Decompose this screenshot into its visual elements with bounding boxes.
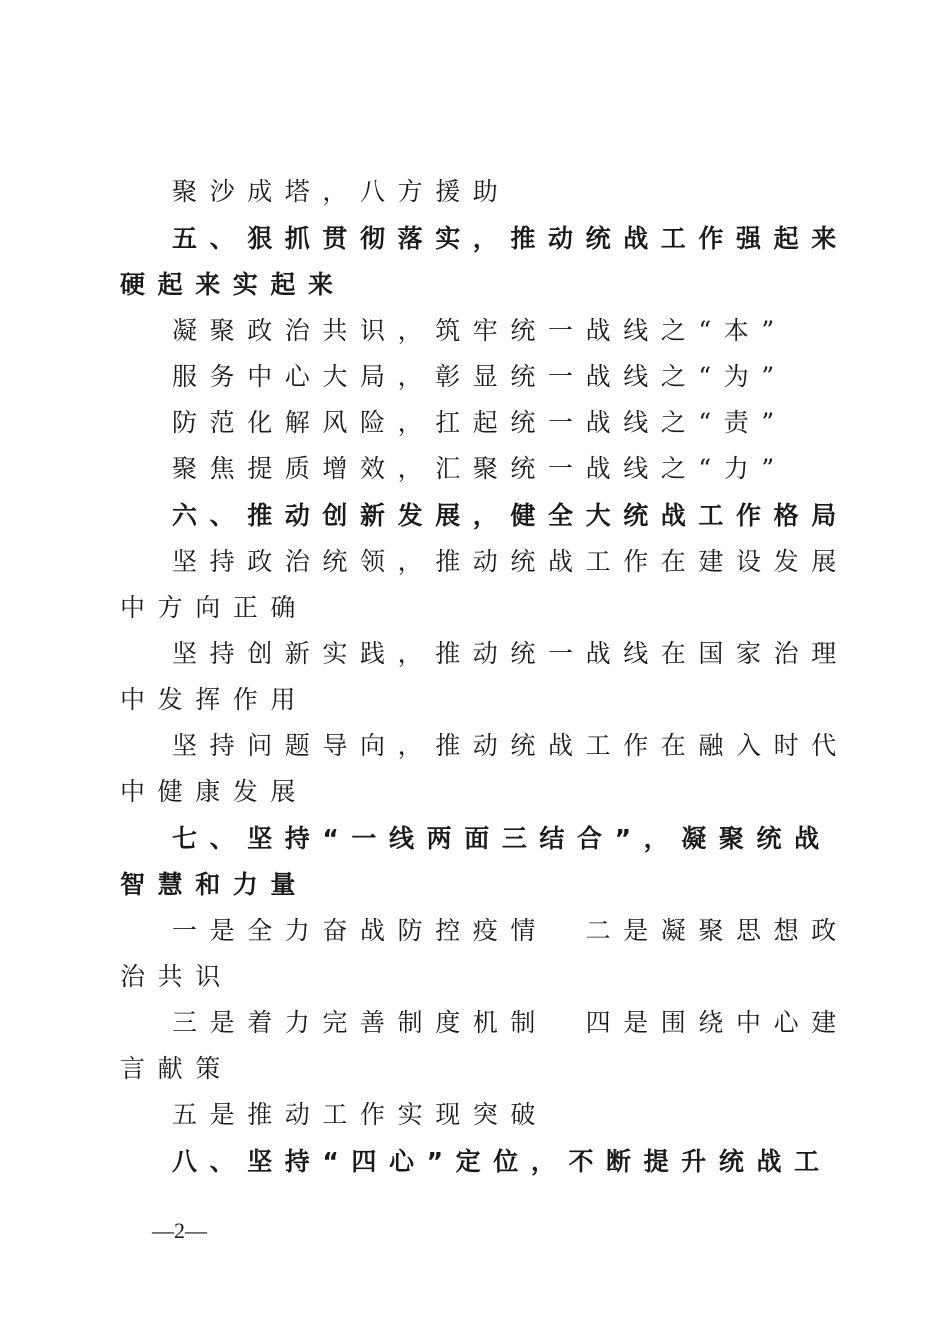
body-line: 坚持问题导向，推动统战工作在融入时代 [172,731,849,760]
body-line: 服务中心大局，彰显统一战线之“为” [172,362,787,391]
body-line: 五是推动工作实现突破 [172,1100,549,1129]
section-heading: 八、坚持“四心”定位，不断提升统战工 [172,1147,832,1176]
body-line: 防范化解风险，扛起统一战线之“责” [172,408,787,437]
body-line-continued: 治共识 [120,962,233,991]
body-line: 聚沙成塔，八方援助 [172,177,511,206]
body-line: 凝聚政治共识，筑牢统一战线之“本” [172,316,787,345]
body-line: 坚持政治统领，推动统战工作在建设发展 [172,547,849,576]
section-heading-continued: 硬起来实起来 [120,270,346,299]
body-line: 一是全力奋战防控疫情 二是凝聚思想政 [172,916,849,945]
body-line-continued: 言献策 [120,1054,233,1083]
body-line: 坚持创新实践，推动统一战线在国家治理 [172,639,849,668]
body-line-continued: 中发挥作用 [120,685,309,714]
page-number: —2— [152,1218,207,1243]
body-line-continued: 中方向正确 [120,593,309,622]
body-line-continued: 中健康发展 [120,777,309,806]
body-line: 聚焦提质增效，汇聚统一战线之“力” [172,454,787,483]
section-heading-continued: 智慧和力量 [120,870,309,899]
section-heading: 六、推动创新发展，健全大统战工作格局 [172,501,849,530]
section-heading: 七、坚持“一线两面三结合”，凝聚统战 [172,824,832,853]
section-heading: 五、狠抓贯彻落实，推动统战工作强起来 [172,224,849,253]
body-line: 三是着力完善制度机制 四是围绕中心建 [172,1008,849,1037]
